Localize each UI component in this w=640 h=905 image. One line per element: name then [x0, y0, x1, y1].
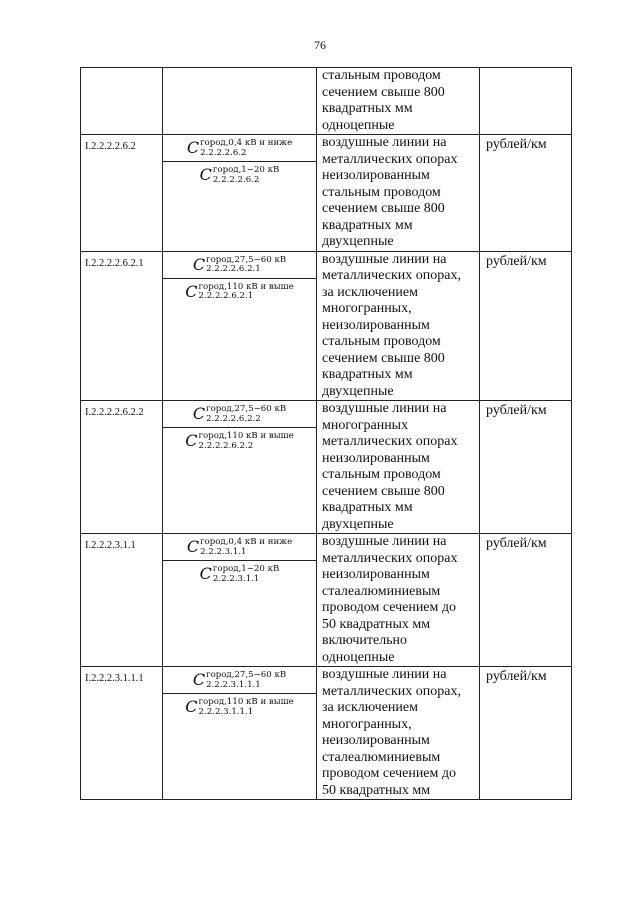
description-line: воздушные линии на [322, 667, 447, 682]
table-row [81, 534, 572, 667]
row-description [317, 135, 480, 252]
description-line: квадратных мм [322, 101, 413, 116]
table-row [81, 401, 572, 534]
rate-symbol [163, 427, 316, 454]
symbol-list [163, 401, 316, 454]
rate-symbol [163, 560, 316, 587]
table-row [81, 68, 572, 135]
row-code: I.2.2.2.3.1.1 [81, 534, 163, 667]
symbol-letter: C [192, 670, 206, 689]
symbol-letter: C [185, 697, 198, 716]
symbol-cell [163, 667, 317, 800]
row-code: I.2.2.2.2.6.2.1 [81, 251, 163, 401]
page-number: 76 [314, 38, 326, 52]
row-description [317, 401, 480, 534]
description-line: металлических опорах [322, 434, 458, 449]
row-code: I.2.2.2.3.1.1.1 [81, 667, 163, 800]
symbol-superscript: город,110 кВ и выше [198, 697, 294, 707]
symbol-letter: C [186, 537, 200, 556]
row-unit: рублей/км [480, 135, 572, 252]
description-line: квадратных мм [322, 217, 413, 233]
symbol-superscript: город,1−20 кВ [212, 165, 280, 175]
description-line: двухцепные [322, 234, 394, 249]
description-line: за исключением [322, 284, 418, 300]
symbol-subscript: 2.2.2.3.1.1.1 [206, 679, 261, 690]
symbol-list [163, 534, 316, 587]
symbol-superscript: город,27,5−60 кВ [206, 254, 287, 265]
symbol-letter: C [199, 165, 212, 184]
description-line: неизолированным [322, 317, 430, 333]
symbol-subscript: 2.2.2.2.6.2.1 [206, 264, 261, 274]
description-line: одноцепные [322, 649, 395, 665]
symbol-subscript: 2.2.2.2.6.2.2 [206, 413, 261, 424]
symbol-superscript: город,110 кВ и выше [198, 281, 294, 292]
symbol-subscript: 2.2.2.3.1.1.1 [198, 706, 254, 717]
rate-symbol [163, 401, 316, 427]
symbol-letter: C [185, 431, 198, 450]
row-code [81, 68, 163, 135]
symbol-subscript: 2.2.2.2.6.2 [212, 174, 260, 185]
description-line: многогранных [322, 417, 409, 433]
row-code: I.2.2.2.2.6.2 [81, 135, 163, 252]
symbol-subscript: 2.2.2.3.1.1 [212, 573, 260, 584]
symbol-cell [163, 401, 317, 534]
description-line: сечением свыше 800 [322, 201, 445, 216]
symbol-list [163, 667, 316, 720]
symbol-letter: C [199, 564, 212, 583]
symbol-subscript: 2.2.2.2.6.2 [200, 147, 247, 158]
symbol-superscript: город,110 кВ и выше [198, 431, 294, 441]
symbol-cell [163, 534, 317, 667]
description-line: воздушные линии на [322, 135, 447, 150]
symbol-letter: C [186, 138, 200, 157]
description-line: проводом сечением до [322, 600, 457, 615]
row-unit: рублей/км [480, 251, 572, 401]
symbol-superscript: город,0,4 кВ и ниже [200, 138, 293, 148]
row-unit [480, 68, 572, 135]
description-line: сталеалюминиевым [322, 749, 441, 765]
description-line: неизолированным [322, 733, 430, 748]
rate-symbol [163, 693, 316, 720]
description-line: металлических опорах [322, 151, 458, 167]
symbol-superscript: город,0,4 кВ и ниже [200, 537, 293, 547]
description-line: металлических опорах [322, 550, 458, 566]
table-row [81, 251, 572, 401]
description-line: 50 квадратных мм [322, 616, 431, 632]
row-description [317, 534, 480, 667]
description-line: сталеалюминиевым [322, 583, 441, 599]
description-line: квадратных мм [322, 500, 413, 515]
row-unit: рублей/км [480, 667, 572, 800]
description-line: стальным проводом [322, 334, 441, 349]
symbol-letter: C [185, 281, 198, 301]
row-unit: рублей/км [480, 534, 572, 667]
rate-symbol [163, 252, 316, 278]
row-description [317, 667, 480, 800]
description-line: стальным проводом [322, 68, 441, 83]
description-line: воздушные линии на [322, 251, 447, 267]
symbol-cell [163, 135, 317, 252]
description-line: сечением свыше 800 [322, 84, 445, 100]
row-code: I.2.2.2.2.6.2.2 [81, 401, 163, 534]
description-line: металлических опорах, [322, 683, 461, 699]
description-line: неизолированным [322, 168, 430, 183]
description-line: неизолированным [322, 567, 430, 582]
description-line: сечением свыше 800 [322, 350, 445, 366]
description-line: стальным проводом [322, 184, 441, 200]
symbol-list [163, 252, 316, 305]
symbol-subscript: 2.2.2.2.6.2.2 [198, 440, 254, 451]
symbol-superscript: город,27,5−60 кВ [206, 404, 287, 414]
description-line: неизолированным [322, 450, 430, 466]
description-line: одноцепные [322, 117, 395, 133]
description-line: квадратных мм [322, 367, 413, 382]
description-line: многогранных, [322, 716, 412, 732]
symbol-subscript: 2.2.2.2.6.2.1 [198, 291, 254, 301]
symbol-letter: C [192, 254, 206, 274]
table-row [81, 135, 572, 252]
rate-symbol [163, 135, 316, 161]
rates-table [80, 67, 572, 800]
description-line: 50 квадратных мм [322, 782, 431, 798]
description-line: проводом сечением до [322, 766, 457, 781]
symbol-cell [163, 68, 317, 135]
symbol-subscript: 2.2.2.3.1.1 [200, 546, 247, 557]
row-description [317, 68, 480, 135]
description-line: сечением свыше 800 [322, 483, 445, 499]
description-line: за исключением [322, 700, 418, 715]
symbol-superscript: город,1−20 кВ [212, 564, 280, 574]
symbol-letter: C [192, 404, 206, 423]
description-line: металлических опорах, [322, 268, 461, 283]
rate-symbol [163, 161, 316, 188]
table-row [81, 667, 572, 800]
description-line: двухцепные [322, 516, 394, 532]
description-line: двухцепные [322, 383, 394, 399]
rate-symbol [163, 534, 316, 560]
row-description [317, 251, 480, 401]
description-line: воздушные линии на [322, 401, 447, 416]
symbol-cell [163, 251, 317, 401]
description-line: стальным проводом [322, 467, 441, 482]
description-line: включительно [322, 633, 408, 648]
description-line: многогранных, [322, 301, 412, 316]
rate-symbol [163, 667, 316, 693]
symbol-list [163, 135, 316, 188]
rate-symbol [163, 278, 316, 305]
description-line: воздушные линии на [322, 534, 447, 549]
symbol-superscript: город,27,5−60 кВ [206, 670, 287, 680]
row-unit: рублей/км [480, 401, 572, 534]
